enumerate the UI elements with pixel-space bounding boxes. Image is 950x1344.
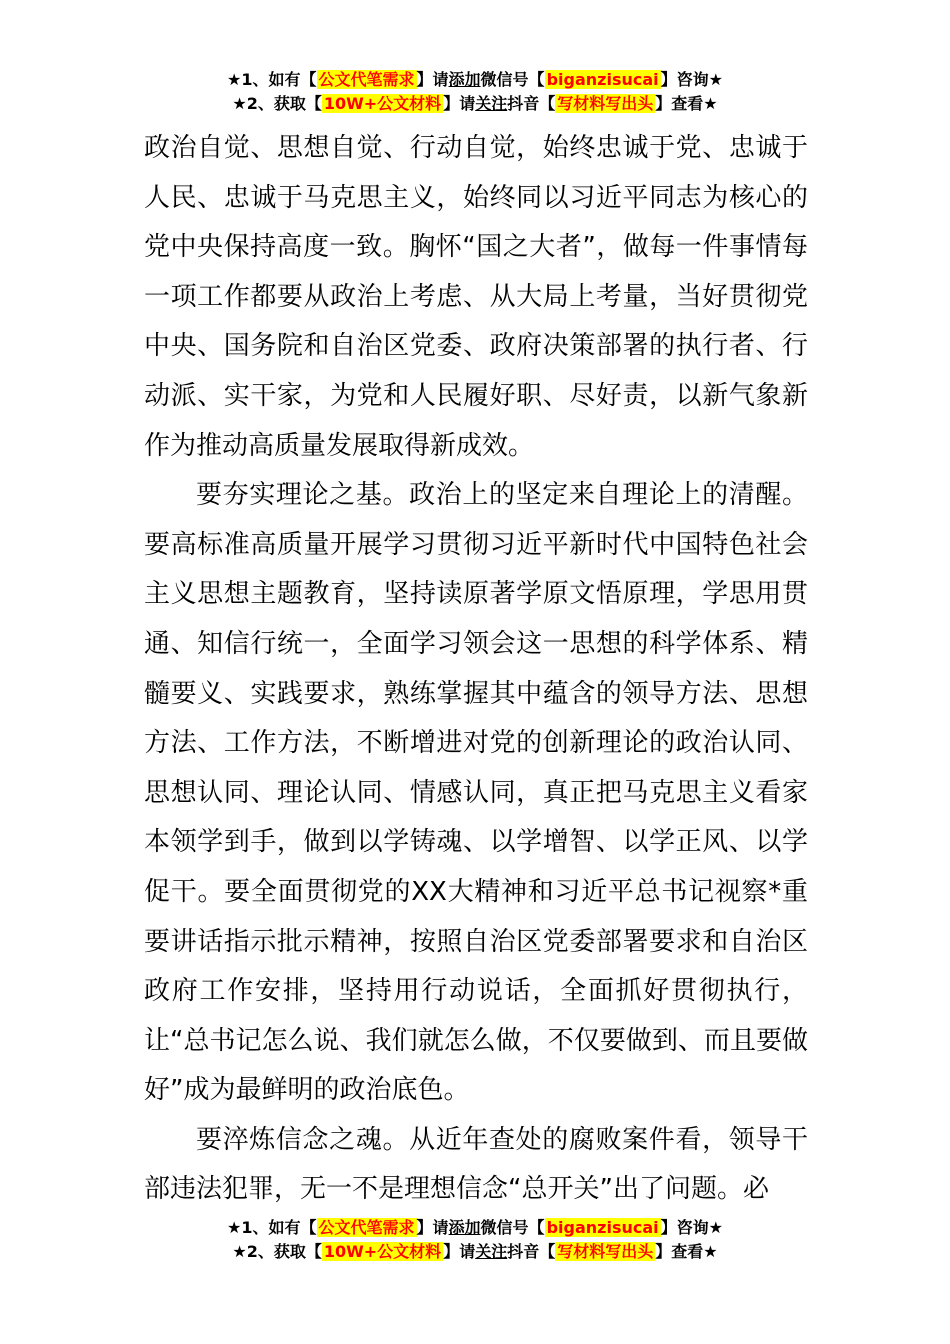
promo-line-2 [0, 1240, 950, 1264]
document-body [144, 124, 808, 1215]
promo-text: 】请 [443, 94, 476, 113]
promo-highlight: biganzisucai [546, 1218, 659, 1237]
promo-text: 】查看★ [655, 94, 718, 113]
promo-text: 】请 [416, 70, 449, 89]
promo-highlight: biganzisucai [546, 70, 659, 89]
promo-underline: 添加 [448, 70, 481, 89]
promo-highlight: 公文代笔需求 [318, 70, 415, 89]
promo-line-1 [0, 68, 950, 92]
promo-highlight: 写材料写出头 [557, 1242, 654, 1261]
promo-highlight: 公文代笔需求 [318, 1218, 415, 1237]
paragraph-belief: 要淬炼信念之魂。从近年查处的腐败案件看，领导干部违法犯罪，无一不是理想信念“总开关”出了问题。必 [144, 1124, 808, 1205]
footer-promo-banner [0, 1216, 950, 1264]
paragraph-continued: 政治自觉、思想自觉、行动自觉，始终忠诚于党、忠诚于人民、忠诚于马克思主义，始终同以习近平同志为核心的党中央保持高度一致。胸怀“国之大者”，做每一件事情每一项工作都要从政治上考虑、从大局上考量，当好贯彻党中央、国务院和自治区党委、政府决策部署的执行者、行动派、实干家，为党和人民履好职、尽好责，以新气象新作为推动高质量发展取得新成效。 [144, 133, 808, 461]
header-promo-banner [0, 68, 950, 116]
promo-line-2 [0, 92, 950, 116]
paragraph-theory: 要夯实理论之基。政治上的坚定来自理论上的清醒。要高标准高质量开展学习贯彻习近平新时代中国特色社会主义思想主题教育，坚持读原著学原文悟原理，学思用贯通、知信行统一，全面学习领会这一思想的科学体系、精髓要义、实践要求，熟练掌握其中蕴含的领导方法、思想方法、工作方法，不断增进对党的创新理论的政治认同、思想认同、理论认同、情感认同，真正把马克思主义看家本领学到手，做到以学铸魂、以学增智、以学正风、以学促干。要全面贯彻党的XX大精神和习近平总书记视察*重要讲话指示批示精神，按照自治区党委部署要求和自治区政府工作安排，坚持用行动说话，全面抓好贯彻执行，让“总书记怎么说、我们就怎么做，不仅要做到、而且要做好”成为最鲜明的政治底色。 [144, 480, 808, 1106]
promo-text: 微信号【 [480, 1218, 545, 1237]
promo-text: 】咨询★ [660, 1218, 723, 1237]
promo-text: ★2、获取【 [232, 1242, 322, 1261]
promo-highlight: 10W+公文材料 [323, 94, 442, 113]
promo-text: 】查看★ [655, 1242, 718, 1261]
promo-text: 抖音【 [507, 94, 556, 113]
promo-text: ★2、获取【 [232, 94, 322, 113]
promo-highlight: 10W+公文材料 [323, 1242, 442, 1261]
promo-text: 】请 [443, 1242, 476, 1261]
promo-text: ★1、如有【 [227, 1218, 317, 1237]
promo-text: 】请 [416, 1218, 449, 1237]
promo-underline: 关注 [475, 94, 508, 113]
promo-text: 抖音【 [507, 1242, 556, 1261]
promo-line-1 [0, 1216, 950, 1240]
promo-text: ★1、如有【 [227, 70, 317, 89]
promo-text: 微信号【 [480, 70, 545, 89]
promo-underline: 添加 [448, 1218, 481, 1237]
promo-text: 】咨询★ [660, 70, 723, 89]
promo-underline: 关注 [475, 1242, 508, 1261]
promo-highlight: 写材料写出头 [557, 94, 654, 113]
